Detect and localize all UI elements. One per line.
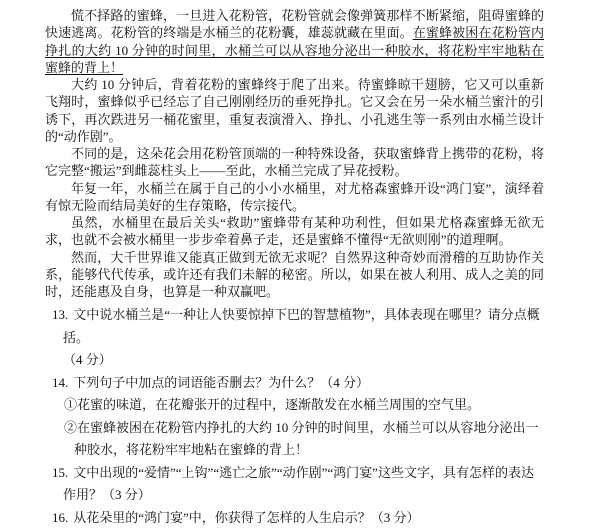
question-number: 15. [52,464,69,480]
passage-paragraph [45,214,544,249]
paragraph-text: 慌不择路的蜜蜂，一旦进入花粉管，花粉管就会像弹簧那样不断紧缩，阻碍蜜蜂的快速逃离。花粉管的终端是水桶兰的花粉囊，雄蕊就藏在里面。 [45,8,544,41]
questions-section [37,304,543,529]
paragraph-text: 然而，大千世界谁又能真正做到无欲无求呢？自然界这种奇妙而滑稽的互助协作关系，能够代代传承，或许还有我们未解的秘密。所以，如果在被人利用、成人之美的同时，还能惠及自身，也算是一种双赢吧。 [45,249,544,299]
passage [45,7,544,300]
passage-paragraph [45,76,544,145]
passage-paragraph [45,249,544,301]
underlined-sentence: 在蜜蜂被困在花粉管内挣扎的大约 10 分钟的时间里，水桶兰可以从容地分泌出一种胶水，将花粉牢牢地粘在蜜蜂的背上！ [45,25,544,75]
paragraph-text: 虽然，水桶里在最后关头“救助”蜜蜂带有某种功利性，但如果尤格森蜜蜂无欲无求，也就不会被水桶里一步步牵着鼻子走，还是蜜蜂不懂得“无欲则刚”的道理啊。 [45,215,544,248]
paragraph-text: 大约 10 分钟后，背着花粉的蜜蜂终于爬了出来。待蜜蜂晾干翅膀，它又可以重新飞翔时，蜜蜂似乎已经忘了自己刚刚经历的垂死挣扎。它又会在另一朵水桶兰蜜汁的引诱下，再次跌进另一桶花蜜里，重复表演滑入、挣扎、小孔逃生等一系列由水桶兰设计的“动作剧”。 [45,77,544,144]
question-item-13 [37,304,543,372]
question-text: 文中说水桶兰是“一种让人快要惊掉下巴的智慧植物”，具体表现在哪里？请分点概括。 （4 分） [63,307,540,368]
passage-paragraph [45,180,544,215]
passage-paragraph [45,145,544,180]
question-number: 13. [52,307,69,323]
paragraph-text: 不同的是，这朵花会用花粉管顶端的一种特殊设备，获取蜜蜂背上携带的花粉，将它完整“搬运”到雌蕊柱头上——至此，水桶兰完成了异花授粉。 [45,146,544,179]
question-text: 文中出现的“爱情”“上钩”“逃亡之旅”“动作剧”“鸿门宴”这些文字，具有怎样的表达作用？（3 分） [63,464,534,503]
question-text: 下列句子中加点的词语能否删去？为什么？（4 分） [73,374,370,390]
question-sub-item-1 [37,394,543,417]
question-number: 14. [52,374,69,390]
question-sub-item-2 [37,417,543,462]
sub-item-text: ①花蜜的味道，在花瓣张开的过程中，逐渐散发在水桶兰周围的空气里。 [64,397,481,413]
question-text: 从花朵里的“鸿门宴”中，你获得了怎样的人生启示？（3 分） [73,509,420,525]
question-number: 16. [52,509,69,525]
question-item-16 [37,507,543,529]
paragraph-text: 年复一年，水桶兰在属于自己的小小水桶里，对尤格森蜜蜂开设“鸿门宴”，演绎着有惊无险而结局美好的生存策略，传宗接代。 [45,180,544,213]
question-item-14 [37,372,543,395]
question-item-15 [37,462,543,507]
passage-paragraph [45,7,544,76]
sub-item-text: ②在蜜蜂被困在花粉管内挣扎的大约 10 分钟的时间里，水桶兰可以从容地分泌出一种胶水，将花粉牢牢地粘在蜜蜂的背上！ [64,419,539,458]
